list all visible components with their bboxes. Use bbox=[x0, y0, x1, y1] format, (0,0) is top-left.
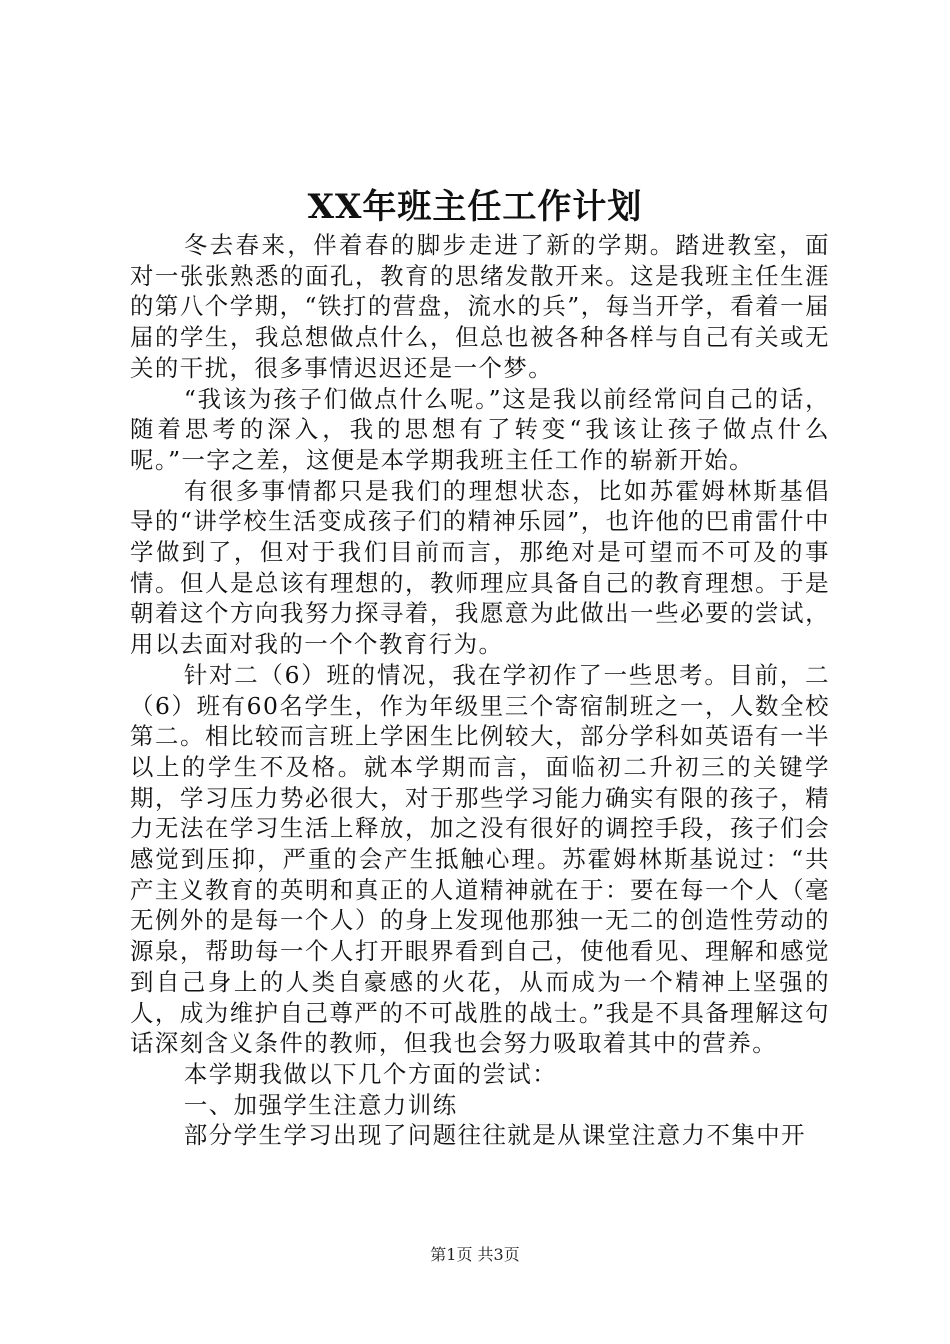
page-number-footer: 第1页 共3页 bbox=[430, 1245, 520, 1264]
paragraph: 有很多事情都只是我们的理想状态，比如苏霍姆林斯基倡导的“讲学校生活变成孩子们的精神乐园”，也许他的巴甫雷什中学做到了，但对于我们目前而言，那绝对是可望而不可及的事情。但人是总该有理想的，教师理应具备自己的教育理想。于是朝着这个方向我努力探寻着，我愿意为此做出一些必要的尝试，用以去面对我的一个个教育行为。 bbox=[130, 476, 830, 659]
paragraph: 针对二（6）班的情况，我在学初作了一些思考。目前，二（6）班有60名学生，作为年级里三个寄宿制班之一，人数全校第二。相比较而言班上学困生比例较大，部分学科如英语有一半以上的学生不及格。就本学期而言，面临初二升初三的关键学期，学习压力势必很大，对于那些学习能力确实有限的孩子，精力无法在学习生活上释放，加之没有很好的调控手段，孩子们会感觉到压抑，严重的会产生抵触心理。苏霍姆林斯基说过：“共产主义教育的英明和真正的人道精神就在于：要在每一个人（毫无例外的是每一个人）的身上发现他那独一无二的创造性劳动的源泉，帮助每一个人打开眼界看到自己，使他看见、理解和感觉到自己身上的人类自豪感的火花，从而成为一个精神上坚强的人，成为维护自己尊严的不可战胜的战士。”我是不具备理解这句话深刻含义条件的教师，但我也会努力吸取着其中的营养。 bbox=[130, 660, 830, 1058]
paragraph: 本学期我做以下几个方面的尝试： bbox=[183, 1059, 558, 1088]
paragraph: 冬去春来，伴着春的脚步走进了新的学期。踏进教室，面对一张张熟悉的面孔，教育的思绪发散开来。这是我班主任生涯的第八个学期，“铁打的营盘，流水的兵”，每当开学，看着一届届的学生，我总想做点什么，但总也被各种各样与自己有关或无关的干扰，很多事情迟迟还是一个梦。 bbox=[130, 231, 830, 382]
document-body bbox=[130, 230, 830, 1151]
section-heading: 一、加强学生注意力训练 bbox=[183, 1090, 458, 1119]
paragraph: “我该为孩子们做点什么呢。”这是我以前经常问自己的话，随着思考的深入，我的思想有了转变“我该让孩子做点什么呢。”一字之差，这便是本学期我班主任工作的崭新开始。 bbox=[130, 384, 830, 474]
paragraph: 部分学生学习出现了问题往往就是从课堂注意力不集中开 bbox=[183, 1121, 807, 1150]
document-title: XX年班主任工作计划 bbox=[307, 187, 643, 227]
